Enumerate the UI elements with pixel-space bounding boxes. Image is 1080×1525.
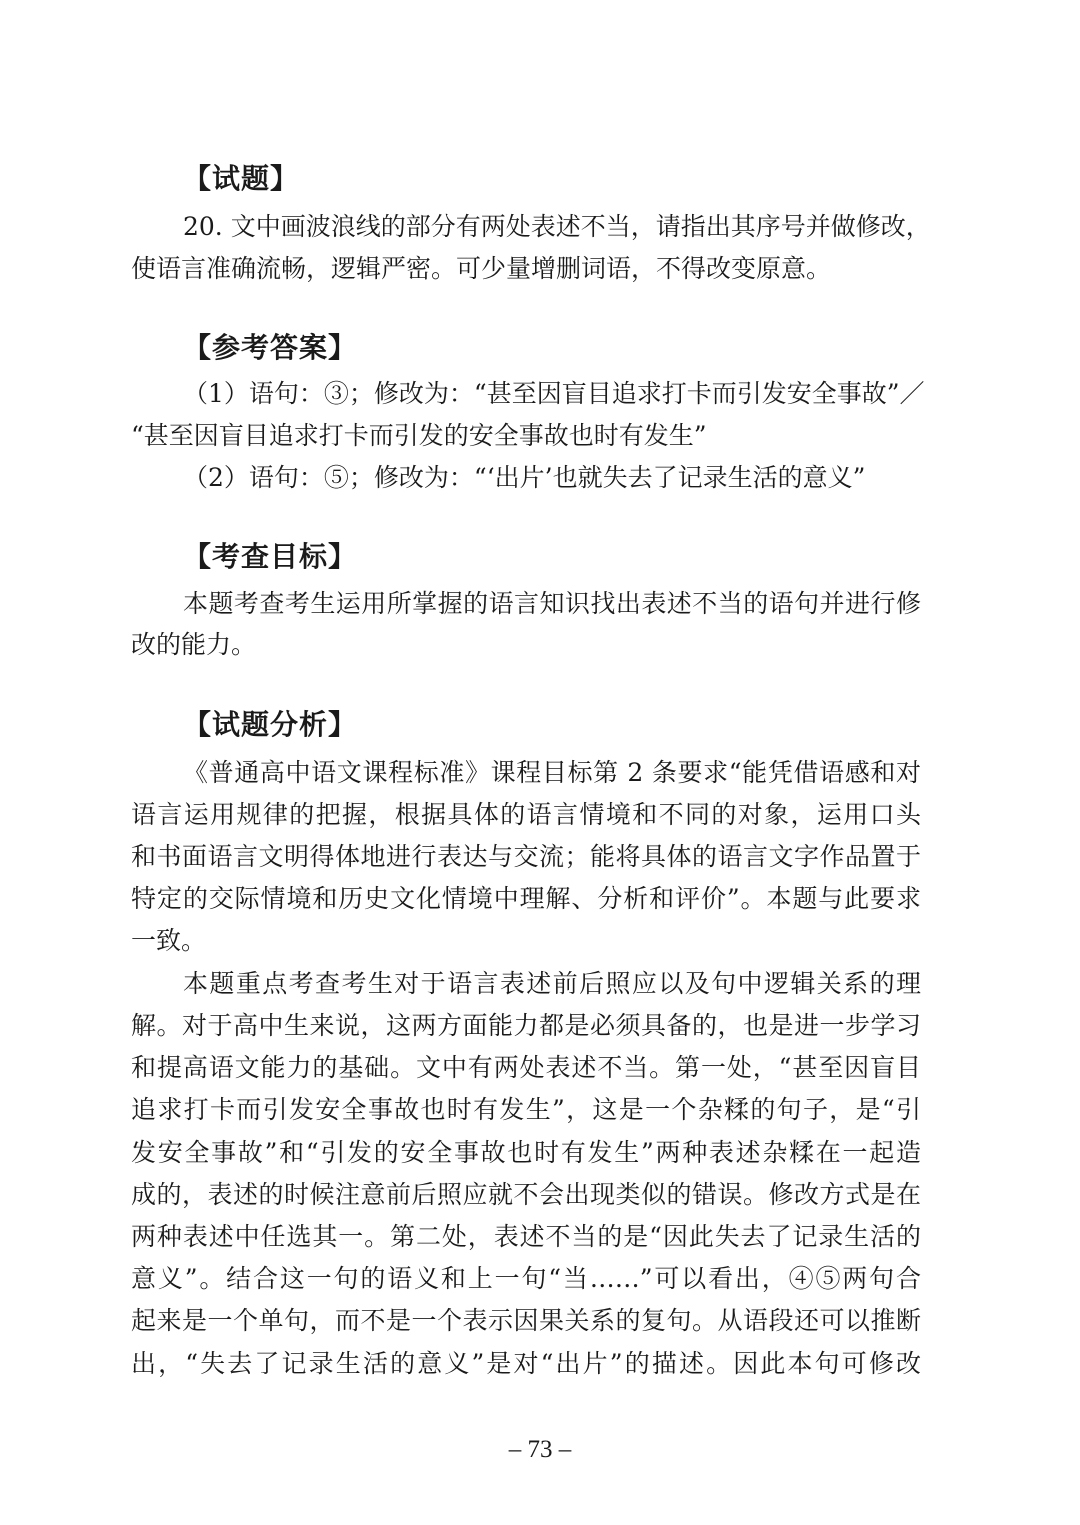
analysis-p2-line-4: 追求打卡而引发安全事故也时有发生”，这是一个杂糅的句子，是“引	[131, 1095, 921, 1124]
answer-line-2: “甚至因盲目追求打卡而引发的安全事故也时有发生”	[131, 421, 707, 450]
question-line-1: 20. 文中画波浪线的部分有两处表述不当，请指出其序号并做修改，	[183, 212, 931, 241]
objective-line-1: 本题考查考生运用所掌握的语言知识找出表述不当的语句并进行修	[183, 589, 921, 618]
analysis-p2-line-9: 起来是一个单句，而不是一个表示因果关系的复句。从语段还可以推断	[131, 1306, 921, 1335]
analysis-p1-line-4: 特定的交际情境和历史文化情境中理解、分析和评价”。本题与此要求	[131, 884, 921, 913]
objective-line-2: 改的能力。	[131, 630, 257, 659]
analysis-p1-line-1: 《普通高中语文课程标准》课程目标第 2 条要求“能凭借语感和对	[183, 758, 921, 787]
analysis-p2-line-6: 成的，表述的时候注意前后照应就不会出现类似的错误。修改方式是在	[131, 1180, 921, 1209]
analysis-p2-line-8: 意义”。结合这一句的语义和上一句“当……”可以看出，④⑤两句合	[131, 1264, 921, 1293]
question-line-2: 使语言准确流畅，逻辑严密。可少量增删词语，不得改变原意。	[131, 254, 832, 283]
question-heading: 【试题】	[183, 162, 300, 195]
analysis-p1-line-2: 语言运用规律的把握，根据具体的语言情境和不同的对象，运用口头	[131, 800, 921, 829]
analysis-p2-line-3: 和提高语文能力的基础。文中有两处表述不当。第一处，“甚至因盲目	[131, 1053, 921, 1082]
analysis-p1-line-3: 和书面语言文明得体地进行表达与交流；能将具体的语言文字作品置于	[131, 842, 921, 871]
objective-heading: 【考查目标】	[183, 540, 358, 573]
analysis-p2-line-2: 解。对于高中生来说，这两方面能力都是必须具备的，也是进一步学习	[131, 1011, 921, 1040]
analysis-p2-line-5: 发安全事故”和“引发的安全事故也时有发生”两种表述杂糅在一起造	[131, 1138, 921, 1167]
analysis-p1-line-5: 一致。	[131, 926, 207, 955]
answer-heading: 【参考答案】	[183, 331, 358, 364]
answer-line-1: （1）语句：③；修改为：“甚至因盲目追求打卡而引发安全事故”／	[183, 379, 925, 408]
analysis-p2-line-10: 出，“失去了记录生活的意义”是对“出片”的描述。因此本句可修改	[131, 1349, 921, 1378]
analysis-p2-line-7: 两种表述中任选其一。第二处，表述不当的是“因此失去了记录生活的	[131, 1222, 921, 1251]
answer-line-3: （2）语句：⑤；修改为：“‘出片’也就失去了记录生活的意义”	[183, 463, 866, 492]
analysis-p2-line-1: 本题重点考查考生对于语言表述前后照应以及句中逻辑关系的理	[183, 969, 921, 998]
analysis-heading: 【试题分析】	[183, 708, 358, 741]
page-number: – 73 –	[508, 1436, 572, 1463]
